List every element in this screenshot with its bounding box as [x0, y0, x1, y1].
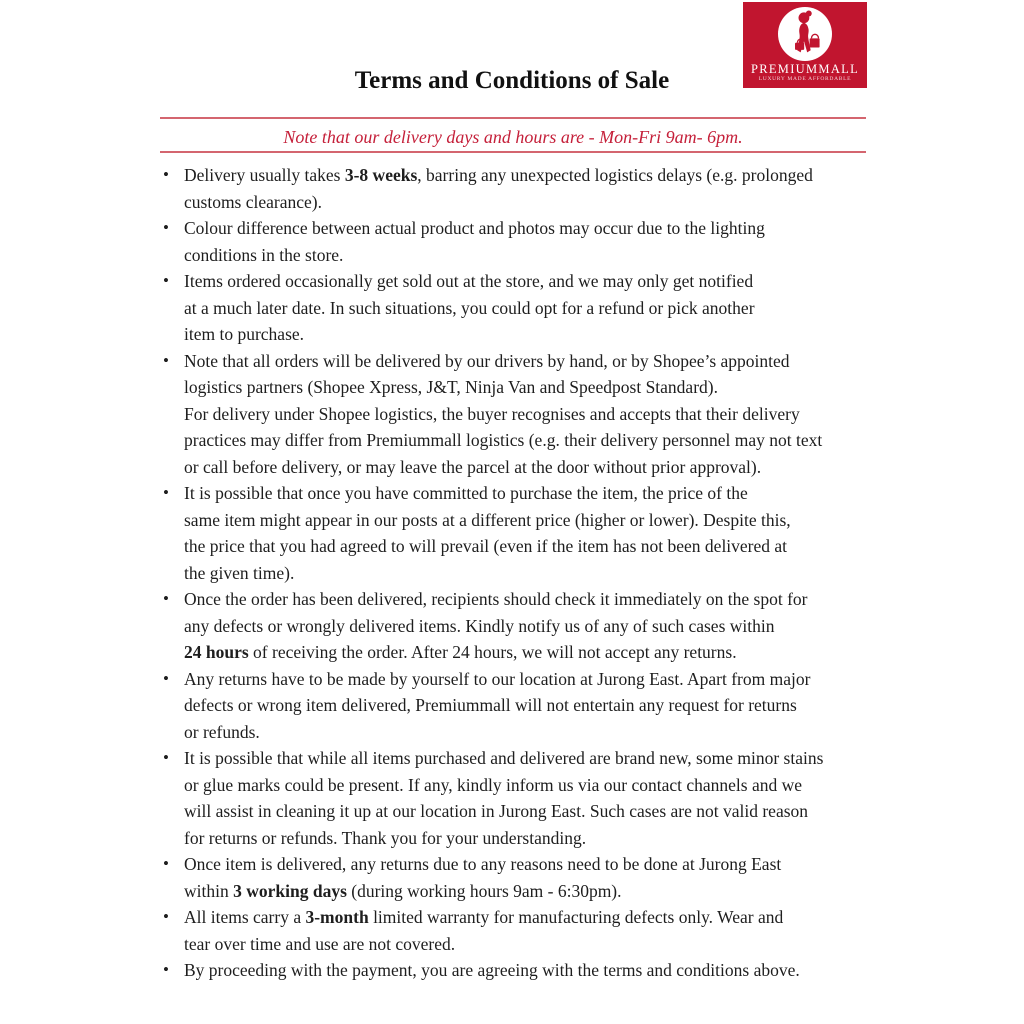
- term-item: [160, 215, 876, 268]
- brand-tagline: LUXURY MADE AFFORDABLE: [758, 76, 852, 82]
- page-title: Terms and Conditions of Sale: [354, 67, 670, 94]
- term-line: • Note that all orders will be delivered by our drivers by hand, or by Shopee’s appointed: [184, 350, 790, 371]
- delivery-notice: Note that our delivery days and hours are - Mon-Fri 9am- 6pm.: [283, 127, 743, 147]
- term-item: [160, 268, 876, 348]
- term-item: [160, 162, 876, 215]
- term-line: For delivery under Shopee logistics, the buyer recognises and accepts that their delivery: [184, 403, 800, 424]
- term-line: • It is possible that once you have committed to purchase the item, the price of the: [184, 483, 748, 503]
- term-line: item to purchase.: [184, 324, 305, 344]
- term-item: [160, 348, 876, 481]
- term-item: [160, 480, 876, 586]
- term-line: will assist in cleaning it up at our location in Jurong East. Such cases are not valid reason: [184, 801, 809, 821]
- term-item: [160, 666, 876, 746]
- term-line: customs clearance).: [184, 191, 322, 212]
- bottom-divider: [160, 151, 866, 153]
- term-line: or refunds.: [184, 721, 260, 742]
- term-line: • By proceeding with the payment, you are agreeing with the terms and conditions above.: [184, 960, 800, 980]
- term-line: or glue marks could be present. If any, kindly inform us via our contact channels and we: [184, 774, 802, 795]
- term-line: within 3 working days (during working hours 9am - 6:30pm).: [184, 880, 622, 901]
- term-item: [160, 851, 876, 904]
- term-line: defects or wrong item delivered, Premiummall will not entertain any request for returns: [184, 695, 797, 715]
- term-line: • It is possible that while all items purchased and delivered are brand new, some minor stains: [184, 748, 824, 768]
- term-line: • Delivery usually takes 3-8 weeks, barring any unexpected logistics delays (e.g. prolonged: [184, 165, 813, 185]
- terms-list: [160, 162, 876, 984]
- term-line: at a much later date. In such situations, you could opt for a refund or pick another: [184, 297, 755, 318]
- term-line: logistics partners (Shopee Xpress, J&T, Ninja Van and Speedpost Standard).: [184, 377, 718, 397]
- term-line: • All items carry a 3-month limited warranty for manufacturing defects only. Wear and: [184, 907, 784, 927]
- term-line: practices may differ from Premiummall logistics (e.g. their delivery personnel may not text: [184, 430, 823, 450]
- term-line: conditions in the store.: [184, 244, 344, 265]
- term-item: [160, 957, 876, 984]
- term-line: the price that you had agreed to will prevail (even if the item has not been delivered at: [184, 536, 788, 556]
- brand-name: PREMIUMMALL: [750, 62, 860, 76]
- term-line: 24 hours of receiving the order. After 24 hours, we will not accept any returns.: [184, 642, 737, 662]
- term-item: [160, 586, 876, 666]
- term-line: or call before delivery, or may leave the parcel at the door without prior approval).: [184, 456, 762, 477]
- term-line: • Once the order has been delivered, recipients should check it immediately on the spot for: [184, 589, 808, 609]
- term-line: • Colour difference between actual product and photos may occur due to the lighting: [184, 218, 765, 238]
- top-divider: [160, 117, 866, 119]
- term-item: [160, 904, 876, 957]
- term-line: • Any returns have to be made by yourself to our location at Jurong East. Apart from major: [184, 668, 811, 689]
- term-line: the given time).: [184, 562, 295, 583]
- term-line: tear over time and use are not covered.: [184, 933, 456, 954]
- term-line: any defects or wrongly delivered items. Kindly notify us of any of such cases within: [184, 615, 775, 636]
- woman-with-shopping-bags-icon: [778, 7, 832, 61]
- term-line: same item might appear in our posts at a different price (higher or lower). Despite this,: [184, 509, 791, 530]
- term-line: for returns or refunds. Thank you for your understanding.: [184, 827, 587, 848]
- term-item: [160, 745, 876, 851]
- term-line: • Once item is delivered, any returns due to any reasons need to be done at Jurong East: [184, 854, 782, 874]
- term-line: • Items ordered occasionally get sold out at the store, and we may only get notified: [184, 271, 754, 291]
